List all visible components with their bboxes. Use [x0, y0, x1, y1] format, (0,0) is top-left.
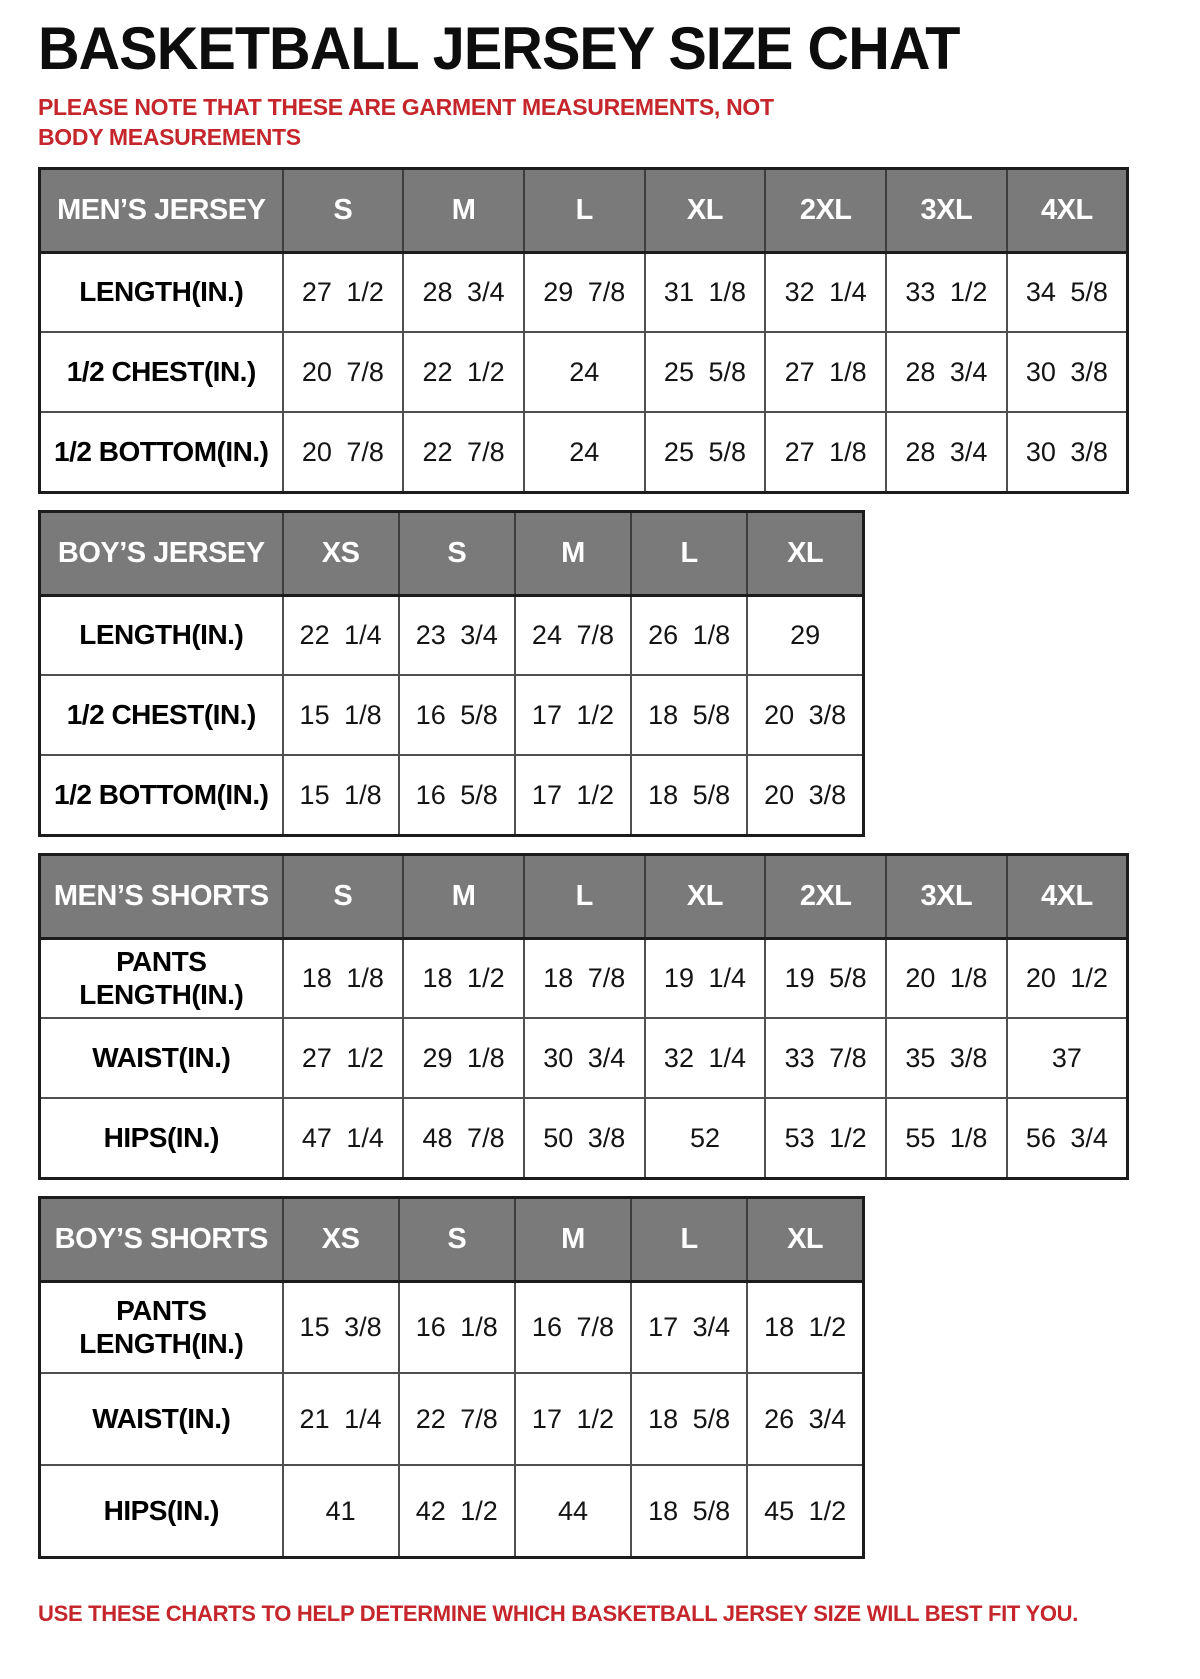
measurement-cell: 41 [283, 1465, 399, 1557]
measurement-cell: 16 5/8 [399, 755, 515, 835]
measurement-cell: 28 3/4 [403, 252, 524, 332]
size-header-cell: XL [645, 168, 766, 252]
measurement-cell: 20 1/2 [1007, 938, 1128, 1018]
measurement-cell: 55 1/8 [886, 1098, 1007, 1178]
measurement-cell: 17 1/2 [515, 675, 631, 755]
measurement-cell: 23 3/4 [399, 595, 515, 675]
measurement-cell: 20 1/8 [886, 938, 1007, 1018]
size-header-cell: 2XL [765, 854, 886, 938]
measurement-cell: 28 3/4 [886, 332, 1007, 412]
measurement-cell: 25 5/8 [645, 412, 766, 492]
measurement-cell: 18 5/8 [631, 1373, 747, 1465]
measurement-cell: 20 3/8 [747, 755, 863, 835]
row-label: WAIST(IN.) [40, 1373, 283, 1465]
size-header-cell: 2XL [765, 168, 886, 252]
measurement-cell: 16 5/8 [399, 675, 515, 755]
measurement-cell: 22 7/8 [403, 412, 524, 492]
table-row [40, 252, 1128, 332]
measurement-cell: 18 1/2 [403, 938, 524, 1018]
size-header-cell: S [283, 168, 404, 252]
table-row [40, 412, 1128, 492]
measurement-cell: 22 1/4 [283, 595, 399, 675]
measurement-cell: 53 1/2 [765, 1098, 886, 1178]
size-header-cell: 3XL [886, 168, 1007, 252]
measurement-cell: 26 3/4 [747, 1373, 863, 1465]
measurement-cell: 33 1/2 [886, 252, 1007, 332]
measurement-cell: 22 1/2 [403, 332, 524, 412]
row-label: WAIST(IN.) [40, 1018, 283, 1098]
row-label: PANTS LENGTH(IN.) [40, 1281, 283, 1373]
measurement-cell: 52 [645, 1098, 766, 1178]
table-row [40, 1018, 1128, 1098]
header-row [40, 511, 864, 595]
garment-measurement-note: PLEASE NOTE THAT THESE ARE GARMENT MEASUREMENTS, NOT BODY MEASUREMENTS [38, 94, 774, 150]
measurement-cell: 20 7/8 [283, 332, 404, 412]
size-header-cell: M [403, 168, 524, 252]
size-header-cell: XS [283, 1197, 399, 1281]
row-label: HIPS(IN.) [40, 1465, 283, 1557]
measurement-cell: 30 3/8 [1007, 332, 1128, 412]
measurement-cell: 18 5/8 [631, 675, 747, 755]
row-label: LENGTH(IN.) [40, 595, 283, 675]
size-header-cell: XL [747, 511, 863, 595]
size-header-cell: L [631, 1197, 747, 1281]
measurement-cell: 15 1/8 [283, 675, 399, 755]
measurement-cell: 26 1/8 [631, 595, 747, 675]
measurement-cell: 48 7/8 [403, 1098, 524, 1178]
table-row [40, 595, 864, 675]
measurement-cell: 18 1/8 [283, 938, 404, 1018]
size-header-cell: XL [747, 1197, 863, 1281]
measurement-cell: 30 3/8 [1007, 412, 1128, 492]
measurement-cell: 27 1/2 [283, 252, 404, 332]
measurement-cell: 24 7/8 [515, 595, 631, 675]
measurement-cell: 34 5/8 [1007, 252, 1128, 332]
table-row [40, 1373, 864, 1465]
measurement-cell: 16 7/8 [515, 1281, 631, 1373]
table-title-cell: BOY’S JERSEY [40, 511, 283, 595]
size-header-cell: 3XL [886, 854, 1007, 938]
size-header-cell: M [515, 1197, 631, 1281]
measurement-cell: 24 [524, 332, 645, 412]
table-title-cell: BOY’S SHORTS [40, 1197, 283, 1281]
measurement-cell: 47 1/4 [283, 1098, 404, 1178]
size-header-cell: M [515, 511, 631, 595]
size-header-cell: S [399, 511, 515, 595]
row-label: LENGTH(IN.) [40, 252, 283, 332]
measurement-cell: 27 1/2 [283, 1018, 404, 1098]
size-header-cell: XS [283, 511, 399, 595]
measurement-cell: 29 1/8 [403, 1018, 524, 1098]
measurement-cell: 44 [515, 1465, 631, 1557]
measurement-cell: 15 1/8 [283, 755, 399, 835]
page-title: BASKETBALL JERSEY SIZE CHAT [38, 15, 960, 82]
measurement-cell: 35 3/8 [886, 1018, 1007, 1098]
size-header-cell: S [283, 854, 404, 938]
size-header-cell: L [631, 511, 747, 595]
size-header-cell: 4XL [1007, 854, 1128, 938]
measurement-cell: 30 3/4 [524, 1018, 645, 1098]
table-row [40, 675, 864, 755]
measurement-cell: 25 5/8 [645, 332, 766, 412]
measurement-cell: 32 1/4 [765, 252, 886, 332]
row-label: PANTS LENGTH(IN.) [40, 938, 283, 1018]
measurement-cell: 29 7/8 [524, 252, 645, 332]
size-header-cell: 4XL [1007, 168, 1128, 252]
measurement-cell: 19 1/4 [645, 938, 766, 1018]
row-label: 1/2 BOTTOM(IN.) [40, 412, 283, 492]
row-label: 1/2 CHEST(IN.) [40, 332, 283, 412]
measurement-cell: 17 1/2 [515, 755, 631, 835]
row-label: HIPS(IN.) [40, 1098, 283, 1178]
measurement-cell: 22 7/8 [399, 1373, 515, 1465]
measurement-cell: 27 1/8 [765, 412, 886, 492]
measurement-cell: 29 [747, 595, 863, 675]
row-label: 1/2 CHEST(IN.) [40, 675, 283, 755]
measurement-cell: 18 5/8 [631, 755, 747, 835]
boys-shorts-table [38, 1196, 865, 1559]
measurement-cell: 33 7/8 [765, 1018, 886, 1098]
measurement-cell: 17 1/2 [515, 1373, 631, 1465]
measurement-cell: 18 1/2 [747, 1281, 863, 1373]
measurement-cell: 56 3/4 [1007, 1098, 1128, 1178]
row-label: 1/2 BOTTOM(IN.) [40, 755, 283, 835]
measurement-cell: 27 1/8 [765, 332, 886, 412]
fit-advice-note: USE THESE CHARTS TO HELP DETERMINE WHICH BASKETBALL JERSEY SIZE WILL BEST FIT YOU. [38, 1600, 1079, 1626]
table-row [40, 1281, 864, 1373]
boys-jersey-table [38, 510, 865, 837]
table-row [40, 938, 1128, 1018]
measurement-cell: 45 1/2 [747, 1465, 863, 1557]
mens-shorts-table [38, 853, 1129, 1180]
size-header-cell: L [524, 854, 645, 938]
table-row [40, 332, 1128, 412]
table-title-cell: MEN’S SHORTS [40, 854, 283, 938]
table-row [40, 1465, 864, 1557]
table-title-cell: MEN’S JERSEY [40, 168, 283, 252]
size-header-cell: M [403, 854, 524, 938]
header-row [40, 168, 1128, 252]
measurement-cell: 37 [1007, 1018, 1128, 1098]
mens-jersey-table [38, 167, 1129, 494]
measurement-cell: 32 1/4 [645, 1018, 766, 1098]
size-header-cell: S [399, 1197, 515, 1281]
size-header-cell: L [524, 168, 645, 252]
measurement-cell: 21 1/4 [283, 1373, 399, 1465]
table-row [40, 755, 864, 835]
measurement-cell: 18 5/8 [631, 1465, 747, 1557]
measurement-cell: 31 1/8 [645, 252, 766, 332]
measurement-cell: 42 1/2 [399, 1465, 515, 1557]
measurement-cell: 20 7/8 [283, 412, 404, 492]
measurement-cell: 50 3/8 [524, 1098, 645, 1178]
table-row [40, 1098, 1128, 1178]
measurement-cell: 15 3/8 [283, 1281, 399, 1373]
measurement-cell: 28 3/4 [886, 412, 1007, 492]
measurement-cell: 16 1/8 [399, 1281, 515, 1373]
size-header-cell: XL [645, 854, 766, 938]
measurement-cell: 18 7/8 [524, 938, 645, 1018]
header-row [40, 1197, 864, 1281]
measurement-cell: 20 3/8 [747, 675, 863, 755]
measurement-cell: 19 5/8 [765, 938, 886, 1018]
measurement-cell: 17 3/4 [631, 1281, 747, 1373]
measurement-cell: 24 [524, 412, 645, 492]
header-row [40, 854, 1128, 938]
